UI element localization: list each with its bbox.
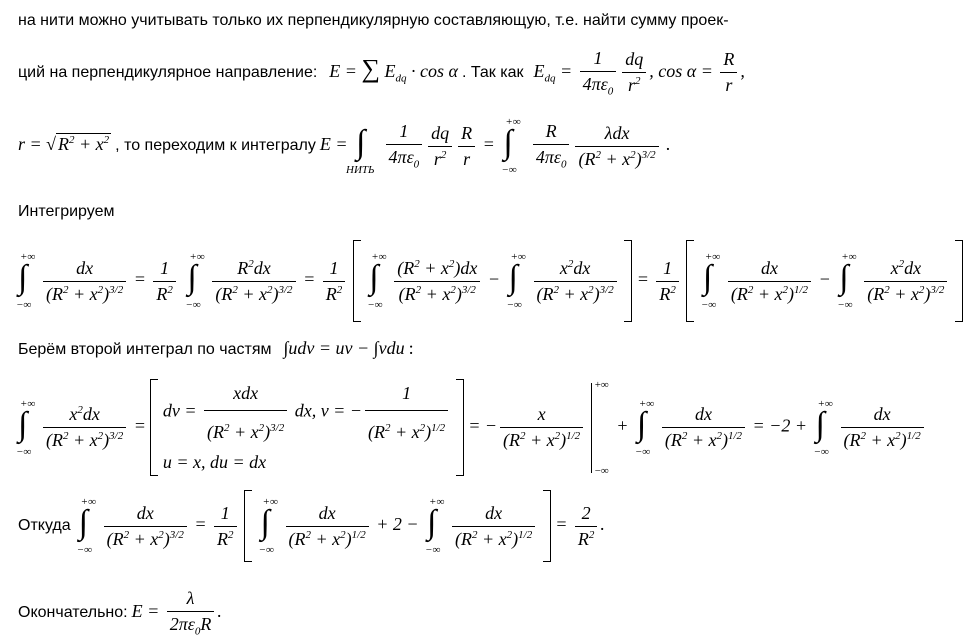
formula-E-integral: E = ∫ НИТЬ $\frac{1}{4\pi\varepsilon_0}$ $\frac{dq}{r^2}$ $\frac{R}{r}$ = +∞ ∫ −∞ $\frac{R}{4\pi\varepsilon_0}$ $\frac{\text{λdx}}{(R^2 + x^2)^{3/2}}$ . <box>319 116 671 176</box>
formula-E-sum: E = ∑ $E_{dq} \cdot \cos \alpha$ <box>329 53 458 85</box>
text-finally: Окончательно: <box>18 603 128 621</box>
text-line-2-start: ций на перпендикулярное направление: <box>18 63 318 81</box>
text-byparts: Берём второй интеграл по частям <box>18 341 272 358</box>
formula-integral-split: +∞ ∫ −∞ $\frac{dx}{(R^2 + x^2)^{3/2}}$ = $\frac{1}{R^2}$ +∞ ∫ −∞ $\frac{R^2dx}{(R^2 + x^2)^{3/2}}$ = $\frac{1}{R^2}$ +∞ ∫ −∞ $\frac{(R^2 + x^2)dx}{(R^2 + x^2)^{3/2}}$ − +∞ ∫ −∞ $\frac{x^2dx}{(R^2 + x^2)^{3/2}}$ = $\frac{1}{R^2}$ +∞ ∫ −∞ $\frac{dx}{(R^2 + x^2)^{1/2}}$ − +∞ ∫ −∞ $\frac{x^2dx}{(R^2 + x^2)^{3/2}}$ <box>14 240 963 322</box>
text-line-3-mid: , то переходим к интегралу <box>115 137 316 155</box>
formula-r: r = √ $R^2 + x^2$ <box>18 134 110 155</box>
text-finally-line <box>18 588 222 638</box>
text-line-2 <box>18 48 745 98</box>
formula-Edq: $E_{dq}$ = $\frac{1}{4\pi\varepsilon_0}$ $\frac{dq}{r^2}$ , cos α = $\frac{R}{r}$ , <box>533 48 745 98</box>
formula-parts: +∞ ∫ −∞ $\frac{x^2dx}{(R^2 + x^2)^{3/2}}$ = dv = $\frac{\text{xdx}}{(R^2 + x^2)^{3/2}}$ dx, v = − $\frac{1}{(R^2 + x^2)^{1/2}}$ u = x, du = dx = − $\frac{x}{(R^2 + x^2)^{1/2}}$ +∞ −∞ + +∞ ∫ −∞ $\frac{dx}{(R^2 + x^2)^{1/2}}$ = −2 + +∞ ∫ −∞ $\frac{dx}{(R^2 + x^2)^{1/2}}$ <box>14 378 927 477</box>
text-integrate: Интегрируем <box>18 203 115 220</box>
text-whence-line <box>18 490 605 562</box>
text-whence: Откуда <box>18 517 71 535</box>
text-line-3 <box>18 118 671 174</box>
formula-final: E = $\frac{\lambda}{2\pi\varepsilon_0R}$ . <box>131 588 222 638</box>
text-line-1: на нити можно учитывать только их перпендикулярную составляющую, т.е. найти сумму проек- <box>18 12 729 29</box>
text-line-2-mid: . Так как <box>461 63 524 81</box>
text-byparts-line: Берём второй интеграл по частям ∫udv = uv − ∫vdu : <box>18 338 414 358</box>
formula-whence: +∞ ∫ −∞ $\frac{dx}{(R^2 + x^2)^{3/2}}$ = $\frac{1}{R^2}$ +∞ ∫ −∞ $\frac{dx}{(R^2 + x^2)^{1/2}}$ + 2 − +∞ ∫ −∞ $\frac{dx}{(R^2 + x^2)^{1/2}}$ = $\frac{2}{R^2}$ . <box>75 514 605 534</box>
formula-udv: ∫udv = uv − ∫vdu <box>283 338 405 358</box>
